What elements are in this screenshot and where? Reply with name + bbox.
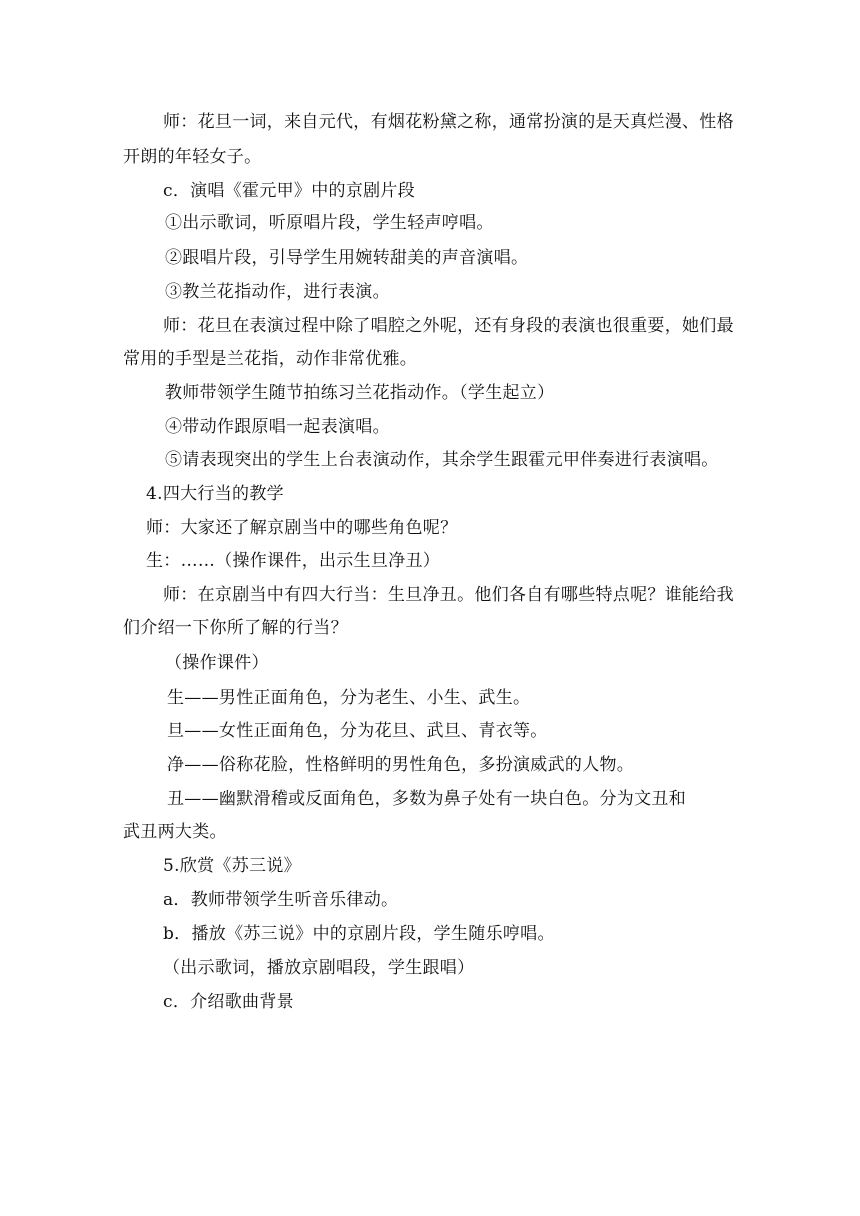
text-line: 们介绍一下你所了解的行当？: [123, 618, 348, 638]
text-line: ②跟唱片段，引导学生用婉转甜美的声音演唱。: [165, 248, 529, 268]
section-heading: 4.四大行当的教学: [146, 484, 284, 504]
text-line: ⑤请表现突出的学生上台表演动作，其余学生跟霍元甲伴奏进行表演唱。: [165, 450, 719, 470]
text-line: ①出示歌词，听原唱片段，学生轻声哼唱。: [165, 213, 494, 233]
text-line: 师：大家还了解京剧当中的哪些角色呢？: [146, 518, 458, 538]
text-line: b．播放《苏三说》中的京剧片段，学生随乐哼唱。: [163, 924, 555, 944]
text-line: c．演唱《霍元甲》中的京剧片段: [163, 181, 416, 201]
text-line: 武丑两大类。: [123, 822, 227, 842]
text-line: 开朗的年轻女子。: [123, 147, 262, 167]
section-heading: 5.欣赏《苏三说》: [163, 856, 301, 876]
text-line: a．教师带领学生听音乐律动。: [163, 890, 399, 910]
text-line: 教师带领学生随节拍练习兰花指动作。（学生起立）: [165, 383, 555, 403]
text-line: （操作课件）: [165, 653, 269, 673]
text-line: 师：花旦在表演过程中除了唱腔之外呢，还有身段的表演也很重要，她们最: [163, 316, 734, 336]
text-line: ④带动作跟原唱一起表演唱。: [165, 417, 390, 437]
text-line: （出示歌词，播放京剧唱段，学生跟唱）: [163, 958, 475, 978]
text-line: 净——俗称花脸，性格鲜明的男性角色，多扮演威武的人物。: [167, 755, 635, 775]
text-line: ③教兰花指动作，进行表演。: [165, 282, 390, 302]
text-line: 师：花旦一词，来自元代，有烟花粉黛之称，通常扮演的是天真烂漫、性格: [163, 112, 734, 132]
text-line: 生——男性正面角色，分为老生、小生、武生。: [167, 688, 531, 708]
text-line: 丑——幽默滑稽或反面角色，多数为鼻子处有一块白色。分为文丑和: [167, 789, 686, 809]
text-line: 旦——女性正面角色，分为花旦、武旦、青衣等。: [167, 721, 548, 741]
text-line: c．介绍歌曲背景: [163, 992, 294, 1012]
text-line: 生：……（操作课件，出示生旦净丑）: [146, 551, 441, 571]
text-line: 师：在京剧当中有四大行当：生旦净丑。他们各自有哪些特点呢？谁能给我: [163, 585, 734, 605]
text-line: 常用的手型是兰花指，动作非常优雅。: [123, 349, 418, 369]
